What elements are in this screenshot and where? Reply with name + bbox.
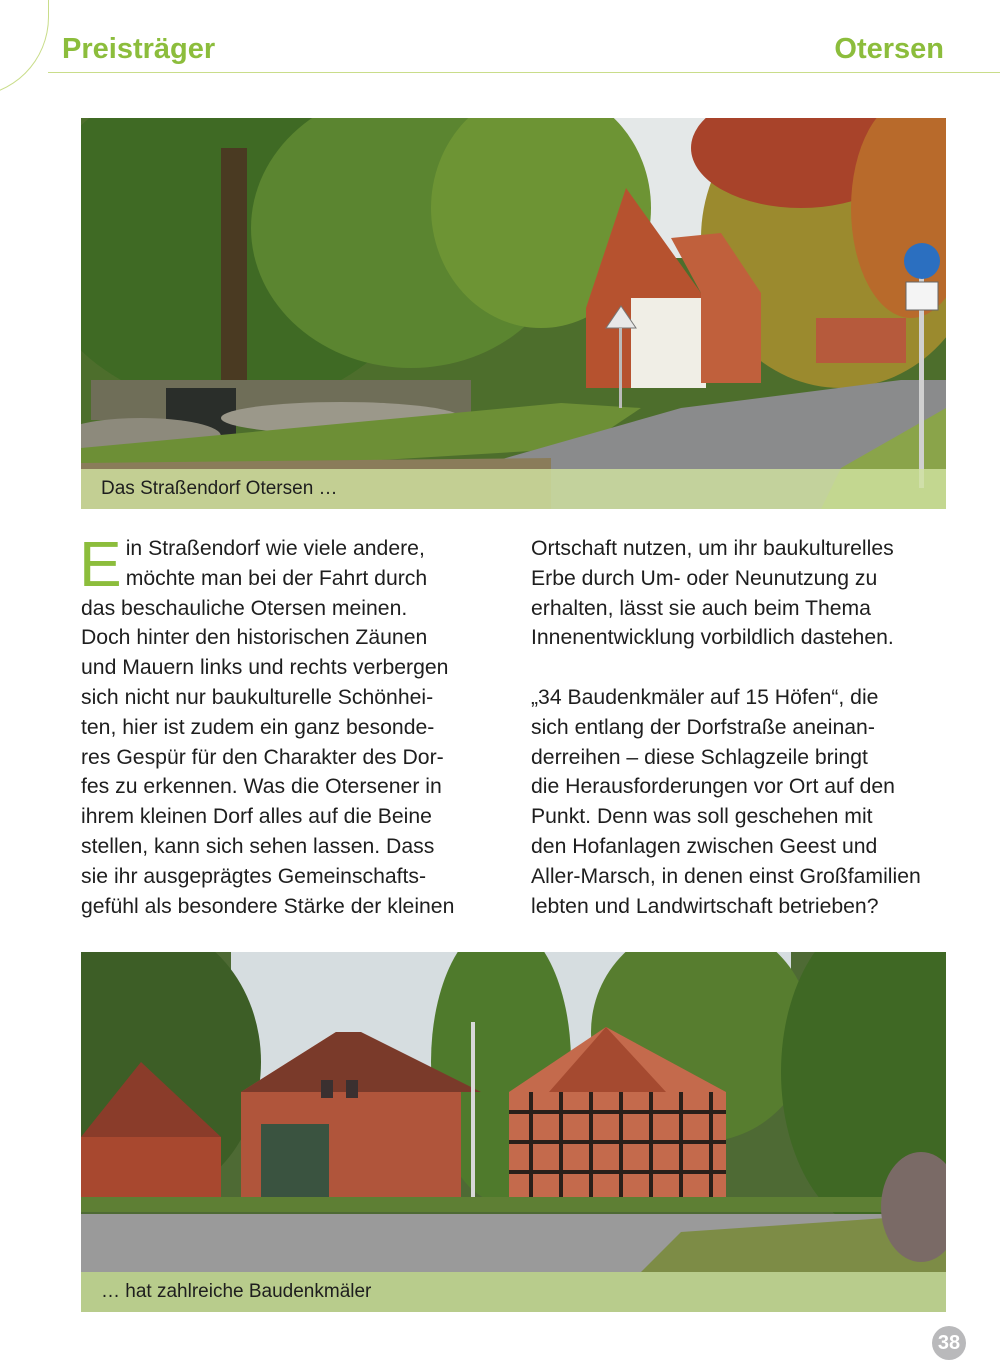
paragraph-1 [531, 534, 951, 653]
text-line: die Herausforderungen vor Ort auf den [531, 775, 895, 799]
text-column-left [79, 528, 501, 921]
header-corner-arc [0, 0, 49, 97]
text-line: ihrem kleinen Dorf alles auf die Beine [81, 805, 432, 829]
photo-caption-bottom: … hat zahlreiche Baudenkmäler [81, 1272, 946, 1312]
text-line: „34 Baudenkmäler auf 15 Höfen“, die [531, 685, 879, 709]
place-title: Otersen [834, 33, 944, 65]
text-line: Punkt. Denn was soll geschehen mit [531, 805, 873, 829]
header-rule [48, 72, 1000, 73]
text-line: in Straßendorf wie viele andere, [125, 537, 425, 560]
text-line: Ortschaft nutzen, um ihr baukulturelles [531, 537, 894, 560]
village-street-illustration [81, 118, 946, 509]
dropcap-letter: E [79, 528, 122, 600]
text-line: stellen, kann sich sehen lassen. Dass [81, 834, 435, 858]
photo-village-street [81, 118, 946, 509]
text-line: Erbe durch Um- oder Neunutzung zu [531, 566, 878, 590]
photo-caption-top: Das Straßendorf Otersen … [81, 469, 946, 509]
paragraph-2 [531, 683, 951, 921]
text-line: den Hofanlagen zwischen Geest und [531, 834, 878, 858]
text-line: Innenentwicklung vorbildlich dastehen. [531, 626, 894, 650]
monuments-illustration [81, 952, 946, 1312]
text-line: sie ihr ausgeprägtes Gemeinschafts- [81, 864, 427, 888]
text-line: lebten und Landwirtschaft betrieben? [531, 894, 879, 918]
text-line: derreihen – diese Schlagzeile bringt [531, 745, 868, 769]
text-line: fes zu erkennen. Was die Otersener in [81, 775, 442, 799]
text-line: Doch hinter den historischen Zäunen [81, 626, 428, 650]
text-line: res Gespür für den Charakter des Dor- [81, 745, 444, 769]
text-column-right [531, 534, 951, 921]
text-line: erhalten, lässt sie auch beim Thema [531, 596, 871, 620]
text-line: Aller-Marsch, in denen einst Großfamilien [531, 864, 921, 888]
photo-monuments [81, 952, 946, 1312]
text-line: sich entlang der Dorfstraße aneinan- [531, 715, 875, 739]
text-line: möchte man bei der Fahrt durch [125, 566, 428, 590]
text-line: das beschauliche Otersen meinen. [81, 596, 408, 620]
page-number: 38 [932, 1326, 966, 1360]
section-title: Preisträger [62, 33, 216, 65]
text-line: und Mauern links und rechts verbergen [81, 656, 449, 680]
text-line: sich nicht nur baukulturelle Schönhei- [81, 685, 434, 709]
text-line: ten, hier ist zudem ein ganz besonde- [81, 715, 435, 739]
text-line: gefühl als besondere Stärke der kleinen [81, 894, 455, 918]
